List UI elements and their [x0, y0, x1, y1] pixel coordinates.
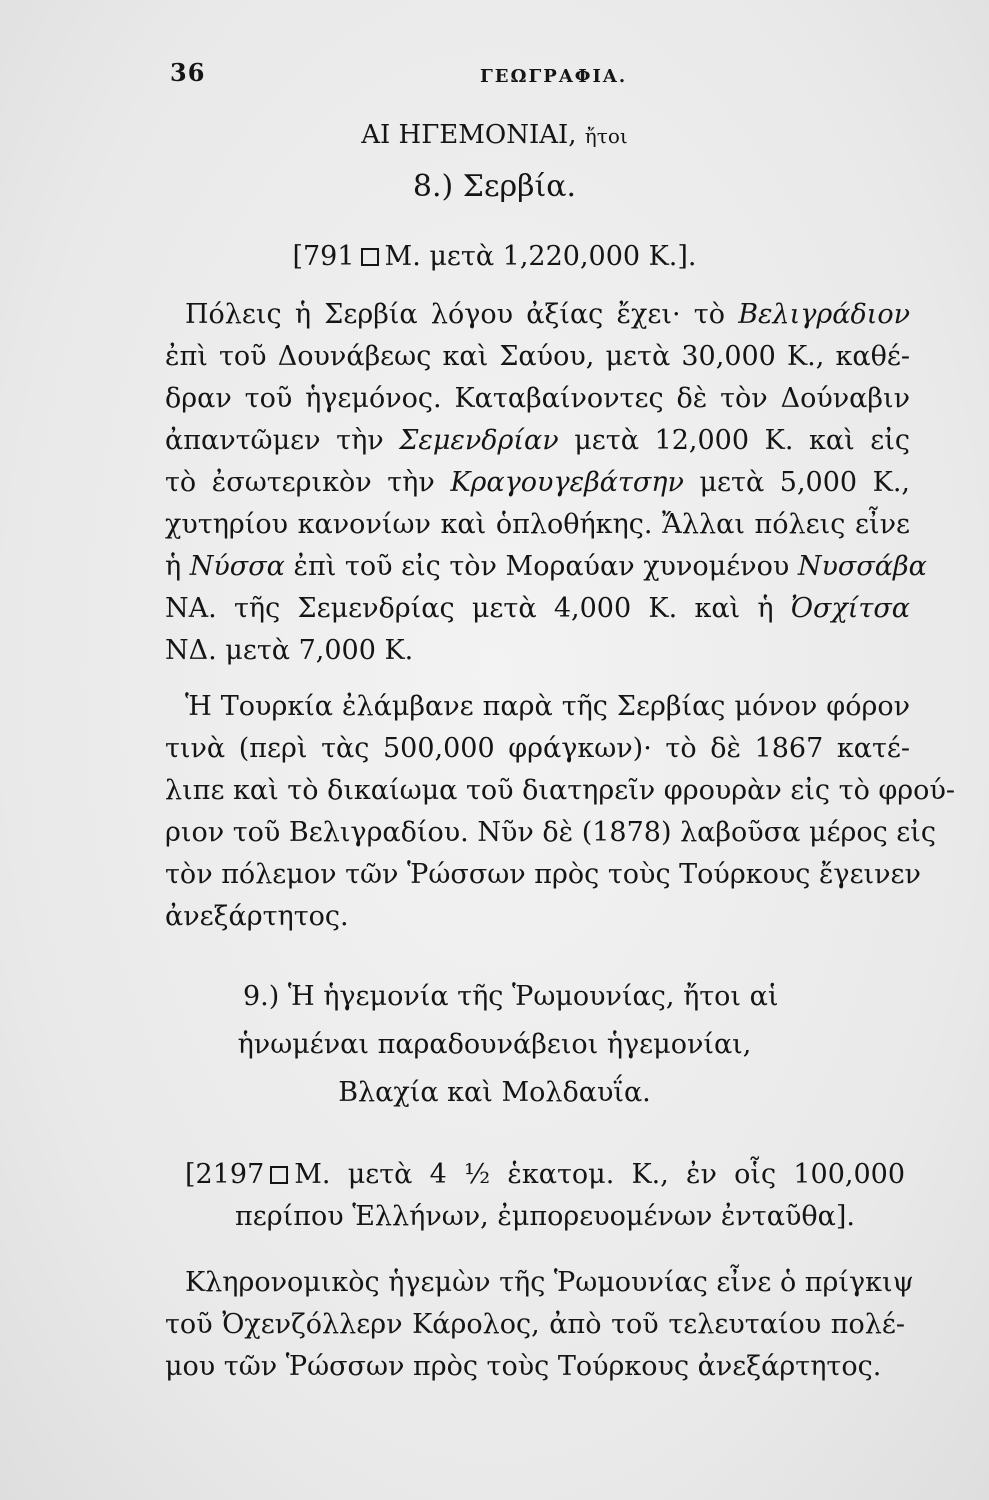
text-fragment: ἐπὶ τοῦ εἰς τὸν Μοραύαν χυνομένου [284, 551, 798, 582]
place-name: Ὀσχίτσα [790, 593, 910, 624]
country-stats-line: περίπου Ἑλλήνων, ἐμπορευομένων ἐνταῦθα]. [235, 1201, 855, 1232]
page-header [170, 58, 790, 98]
text-line: μου τῶν Ῥώσσων πρὸς τοὺς Τούρκους ἀνεξάρτητος. [165, 1351, 882, 1382]
place-name: Νύσσα [189, 551, 285, 582]
place-name: Νυσσάβα [797, 551, 927, 582]
square-miles-icon [361, 248, 379, 266]
text-line: τοῦ Ὀχενζόλλερν Κάρολος, ἀπὸ τοῦ τελευταίου πολέ- [165, 1309, 905, 1340]
text-fragment: μετὰ 12,000 Κ. καὶ εἰς [558, 425, 910, 456]
country-stats-area: [2197 [185, 1159, 265, 1190]
country-stats-area: [791 [292, 241, 355, 272]
text-fragment: τὸ ἐσωτερικὸν τὴν [165, 467, 451, 498]
text-line [165, 424, 910, 458]
place-name: Κραγουγεβάτσην [450, 467, 684, 498]
place-name: Βελιγράδιον [738, 299, 910, 330]
text-line: ἐπὶ τοῦ Δουνάβεως καὶ Σαύου, μετὰ 30,000 Κ., καθέ- [165, 341, 910, 372]
text-line: δραν τοῦ ἡγεμόνος. Καταβαίνοντες δὲ τὸν Δούναβιν [165, 383, 910, 414]
text-line: λιπε καὶ τὸ δικαίωμα τοῦ διατηρεῖν φρουρὰν εἰς τὸ φρού- [165, 775, 955, 806]
text-fragment: ΝΑ. τῆς Σεμενδρίας μετὰ 4,000 Κ. καὶ ἡ [165, 593, 791, 624]
section-heading-tail: ἤτοι [584, 124, 628, 148]
section9-heading-line: 9.) Ἡ ἡγεμονία τῆς Ῥωμουνίας, ἤτοι αἱ [243, 981, 779, 1012]
text-line: τινὰ (περὶ τὰς 500,000 φράγκων)· τὸ δὲ 1867 κατέ- [165, 733, 910, 764]
section-heading-main: ΑΙ ΗΓΕΜΟΝΙΑΙ, [361, 120, 577, 150]
section-heading [0, 118, 989, 153]
text-line [165, 466, 910, 500]
square-miles-icon [270, 1166, 288, 1184]
country-heading: 8.) Σερβία. [412, 169, 577, 204]
text-line: ΝΔ. μετὰ 7,000 Κ. [165, 635, 414, 666]
text-line: ἀνεξάρτητος. [165, 901, 349, 932]
running-title: ΓΕΩΓΡΑΦΙΑ. [480, 66, 628, 87]
text-line: χυτηρίου κανονίων καὶ ὁπλοθήκης. Ἄλλαι πόλεις εἶνε [165, 509, 910, 540]
text-fragment: ἡ [165, 551, 190, 582]
text-fragment: μετὰ 5,000 Κ., [683, 467, 910, 498]
country-stats [185, 1158, 905, 1192]
text-line: ριον τοῦ Βελιγραδίου. Νῦν δὲ (1878) λαβοῦσα μέρος εἰς [165, 817, 937, 848]
country-stats [0, 240, 989, 274]
text-fragment: Πόλεις ἡ Σερβία λόγου ἀξίας ἔχει· τὸ [185, 299, 739, 330]
text-line [185, 298, 910, 332]
text-line: Κληρονομικὸς ἡγεμὼν τῆς Ῥωμουνίας εἶνε ὁ πρίγκιψ [185, 1267, 914, 1298]
section9-heading-line: ἡνωμέναι παραδουνάβειοι ἡγεμονίαι, [237, 1029, 752, 1060]
text-line: Ἡ Τουρκία ἐλάμβανε παρὰ τῆς Σερβίας μόνον φόρον [185, 691, 910, 722]
text-line [165, 550, 927, 584]
text-line [165, 592, 910, 626]
place-name: Σεμενδρίαν [399, 425, 559, 456]
page-number: 36 [170, 58, 206, 87]
country-stats-population: Μ. μετὰ 4 ½ ἑκατομ. Κ., ἐν οἷς 100,000 [294, 1159, 905, 1190]
section9-heading-line: Βλαχία καὶ Μολδαυΐα. [338, 1077, 651, 1108]
text-line: τὸν πόλεμον τῶν Ῥώσσων πρὸς τοὺς Τούρκους ἔγεινεν [165, 859, 921, 890]
text-fragment: ἀπαντῶμεν τὴν [165, 425, 400, 456]
country-stats-population: Μ. μετὰ 1,220,000 Κ.]. [384, 241, 697, 272]
